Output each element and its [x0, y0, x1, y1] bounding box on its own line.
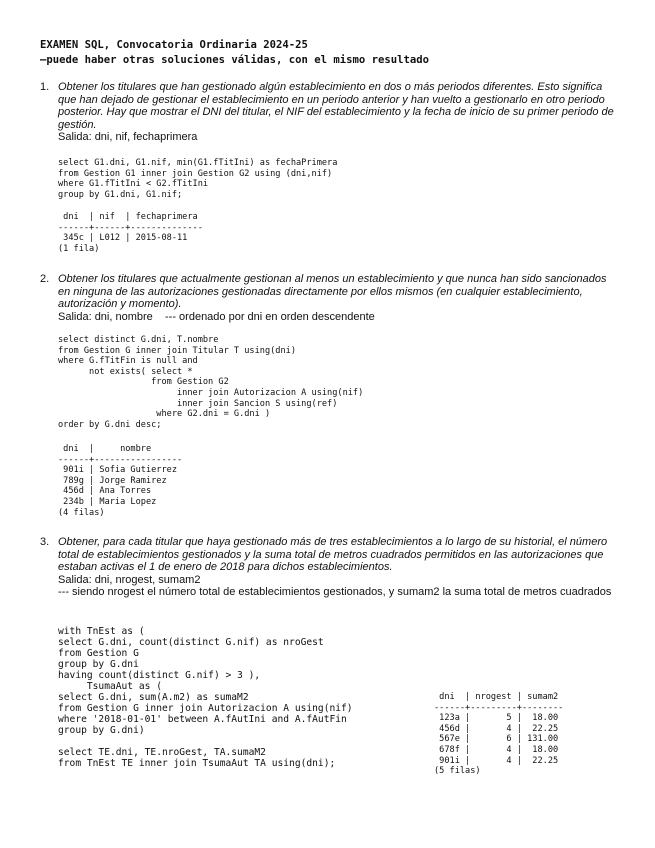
question-output: Salida: dni, nombre --- ordenado por dni en orden descendente — [58, 310, 375, 323]
question-number: 2. — [40, 273, 50, 285]
sql-query-3: with TnEst as ( select G.dni, count(distinct G.nif) as nroGest from Gestion G group by G.dni having count(distinct G.nif) > 3 ), TsumaAut as ( select G.dni, sum(A.m2) as sumaM2 from Gestion G inner join Autorizacion A using(nif) where '2018-01-01' between A.fAutIni and A.fAutFin group by G.dni) select TE.dni, TE.nroGest, TA.sumaM2 from TnEst TE inner join TsumaAut TA using(dni); — [58, 626, 353, 769]
question-2 — [40, 273, 620, 323]
question-output: Salida: dni, nrogest, sumam2 — [58, 573, 201, 586]
sql-query-1: select G1.dni, G1.nif, min(G1.fTitIni) as fechaPrimera from Gestion G1 inner join Gestion G2 using (dni,nif) where G1.fTitIni < G2.fTitIni group by G1.dni, G1.nif; — [58, 158, 338, 200]
question-number: 3. — [40, 536, 50, 548]
document-title — [40, 38, 640, 68]
question-statement: Obtener, para cada titular que haya gestionado más de tres establecimientos a lo largo de su historial, el número total de establecimientos gestionados y la suma total de metros cuadrados permitidos en las autorizaciones que estaban activas el 1 de enero de 2018 para dichos establecimientos. — [58, 536, 608, 573]
title-line-1: EXAMEN SQL, Convocatoria Ordinaria 2024-25 — [40, 39, 308, 51]
query-result-1: dni | nif | fechaprimera ------+------+-------------- 345c | L012 | 2015-08-11 (1 fila) — [58, 212, 203, 254]
question-statement: Obtener los titulares que han gestionado algún establecimiento en dos o más periodos diferentes. Esto significa que han dejado de gestionar el establecimiento en un periodo anterior y han vuelto a gestionarlo en otro periodo posterior. Hay que mostrar el DNI del titular, el NIF del establecimiento y la fecha de inicio de su primer periodo de gestión. — [58, 81, 614, 131]
question-3 — [40, 536, 620, 599]
sql-query-2: select distinct G.dni, T.nombre from Gestion G inner join Titular T using(dni) where G.fTitFin is null and not exists( select * from Gestion G2 inner join Autorizacion A using(nif) inner join Sancion S using(ref) where G2.dni = G.dni ) order by G.dni desc; — [58, 335, 364, 430]
question-note: --- siendo nrogest el número total de establecimientos gestionados, y sumam2 la suma total de metros cuadrados — [58, 586, 612, 598]
question-statement: Obtener los titulares que actualmente gestionan al menos un establecimiento y que nunca han sido sancionados en ninguna de las autorizaciones gestionadas directamente por ellos mismos (en cualquier establecimiento, autorización y momento). — [58, 273, 607, 310]
question-1 — [40, 81, 620, 144]
question-number: 1. — [40, 81, 50, 93]
query-result-2: dni | nombre ------+----------------- 901i | Sofia Gutierrez 789g | Jorge Ramirez 456d | Ana Torres 234b | Maria Lopez (4 filas) — [58, 444, 183, 518]
query-result-3: dni | nrogest | sumam2 ------+---------+-------- 123a | 5 | 18.00 456d | 4 | 22.25 567e | 6 | 131.00 678f | 4 | 18.00 901i | 4 | 22.25 (5 filas) — [434, 692, 564, 777]
question-output: Salida: dni, nif, fechaprimera — [58, 131, 198, 143]
title-line-2: —puede haber otras soluciones válidas, con el mismo resultado — [40, 54, 430, 66]
